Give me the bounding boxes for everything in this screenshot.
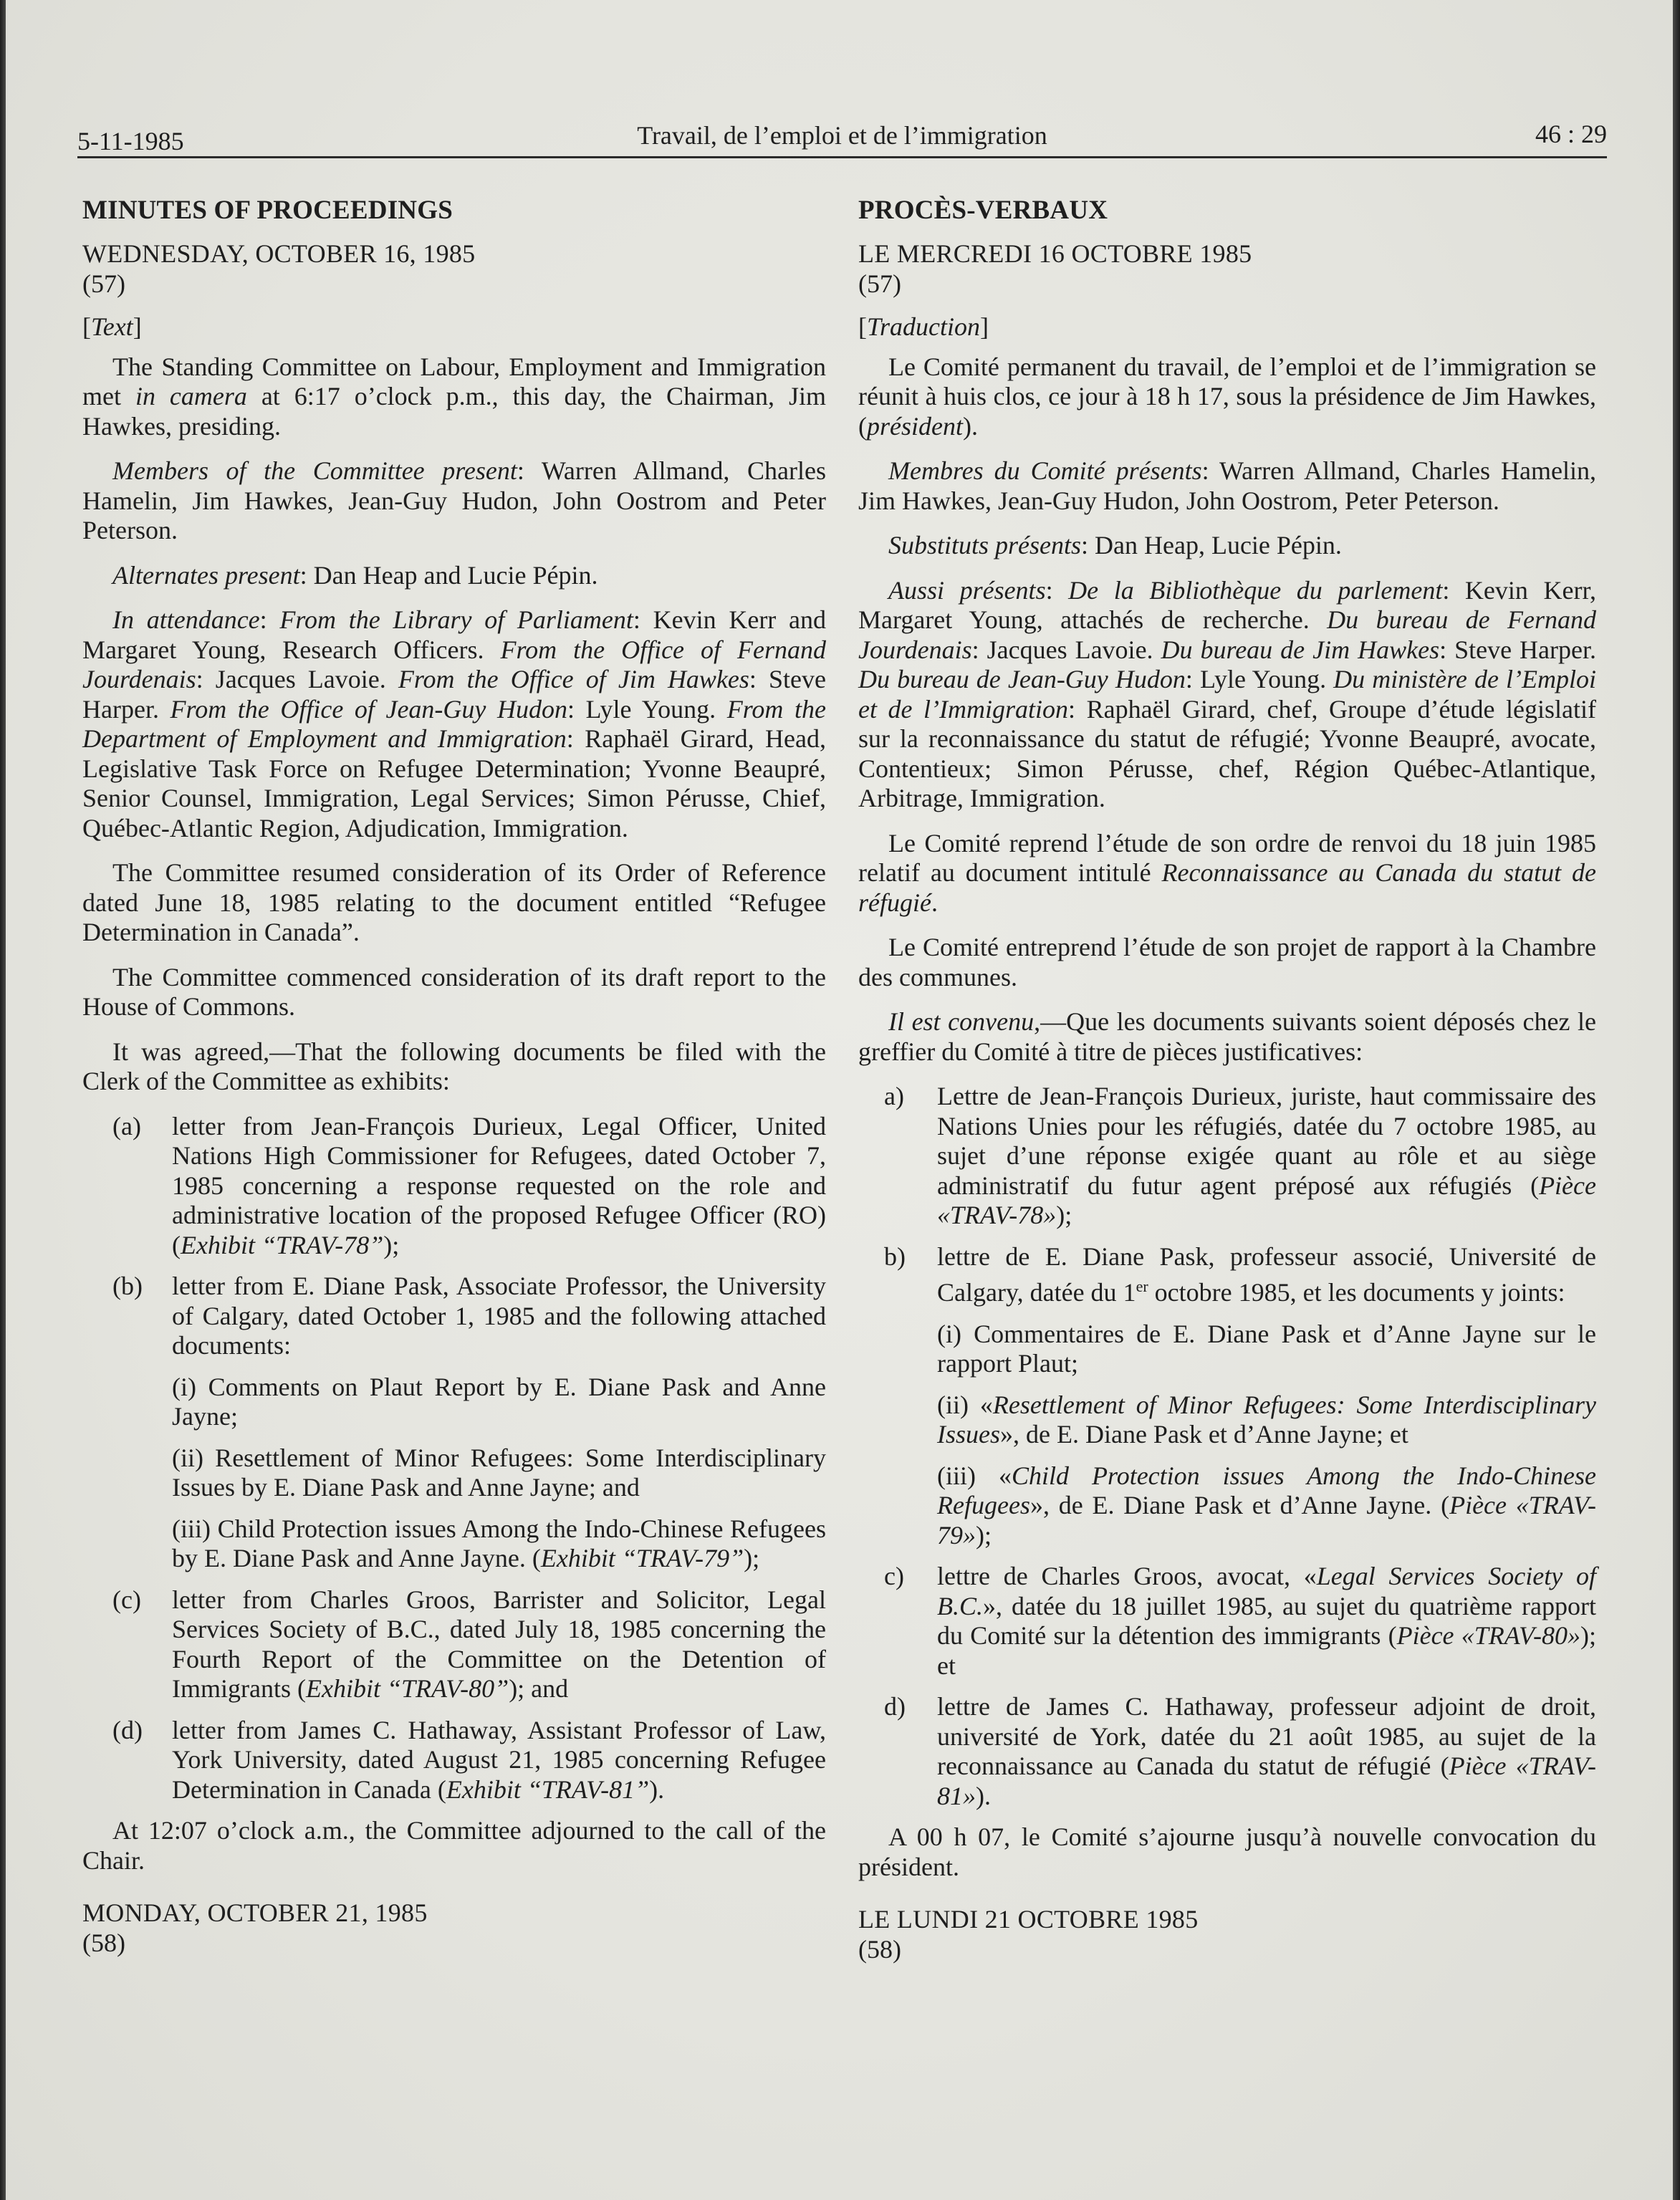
resumed-paragraph: The Committee resumed consideration of its Order of Reference dated June 18, 1985 relating to the document entitled “Refugee Determination in Canada”. <box>82 858 826 946</box>
piece-item-b-i: (i) Commentaires de E. Diane Pask et d’Anne Jayne sur le rapport Plaut; <box>937 1319 1596 1378</box>
entreprend-paragraph: Le Comité entreprend l’étude de son projet de rapport à la Chambre des communes. <box>858 933 1596 991</box>
commenced-paragraph: The Committee commenced consideration of its draft report to the House of Commons. <box>82 962 826 1021</box>
alternates-present: Alternates present: Dan Heap and Lucie Pépin. <box>112 560 598 590</box>
convenu-paragraph: Il est convenu,—Que les documents suivants soient déposés chez le greffier du Comité à titre de pièces justificatives: <box>858 1007 1597 1066</box>
piece-item-a: a) Lettre de Jean-François Durieux, juriste, haut commissaire des Nations Unies pour les réfugiés, datée du 7 octobre 1985, au sujet d’une réponse exigée quant au rôle et au siège administratif du futur agent préposé aux réfugiés (Pièce «TRAV-78»); <box>884 1082 1596 1229</box>
aussi-presents: Aussi présents: De la Bibliothèque du parlement: Kevin Kerr, Margaret Young, attachés de recherche. Du bureau de Fernand Jourdenais: Jacques Lavoie. Du bureau de Jim Hawkes: Steve Harper. Du bureau de Jean-Guy Hudon: Lyle Young. Du ministère de l’Emploi et de l’Immigration: Raphaël Girard, chef, Groupe d’étude législatif sur la reconnaissance du statut de réfugié; Yvonne Beaupré, avocate, Contentieux; Simon Pérusse, chef, Région Québec-Atlantique, Arbitrage, Immigration. <box>858 575 1597 812</box>
substituts-presents: Substituts présents: Dan Heap, Lucie Pépin. <box>888 531 1342 559</box>
opening-paragraph-fr: Le Comité permanent du travail, de l’emploi et de l’immigration se réunit à huis clos, ce jour à 18 h 17, sous la présidence de Jim Hawkes, (président). <box>858 352 1596 441</box>
proces-verbaux-heading: PROCÈS-VERBAUX <box>858 196 1108 225</box>
english-column <box>82 195 826 1971</box>
next-meeting-number: (58) <box>82 1928 125 1957</box>
exhibit-item-d: (d) letter from James C. Hathaway, Assistant Professor of Law, York University, dated August 21, 1985 concerning Refugee Determination in Canada (Exhibit “TRAV-81”). <box>112 1715 826 1804</box>
next-meeting-number-fr: (58) <box>858 1935 901 1964</box>
ajourne-paragraph: A 00 h 07, le Comité s’ajourne jusqu’à nouvelle convocation du président. <box>858 1822 1596 1881</box>
exhibit-item-b-ii: (ii) Resettlement of Minor Refugees: Some Interdisciplinary Issues by E. Diane Pask and Anne Jayne; and <box>172 1443 826 1502</box>
exhibit-item-b-iii: (iii) Child Protection issues Among the Indo-Chinese Refugees by E. Diane Pask and Anne Jayne. (Exhibit “TRAV-79”); <box>172 1514 826 1572</box>
exhibit-item-b-i: (i) Comments on Plaut Report by E. Diane Pask and Anne Jayne; <box>172 1372 826 1431</box>
piece-item-d: d) lettre de James C. Hathaway, professeur adjoint de droit, université de York, datée du 21 août 1985, au sujet de la reconnaissance au Canada du statut de réfugié (Pièce «TRAV-81»). <box>884 1692 1596 1810</box>
members-present: Members of the Committee present: Warren Allmand, Charles Hamelin, Jim Hawkes, Jean-Guy Hudon, John Oostrom and Peter Peterson. <box>82 456 826 544</box>
header-date: 5-11-1985 <box>77 127 184 155</box>
piece-item-b-iii: (iii) «Child Protection issues Among the Indo-Chinese Refugees», de E. Diane Pask et d’Anne Jayne. (Pièce «TRAV-79»); <box>937 1461 1596 1550</box>
page-number: 46 : 29 <box>1535 120 1607 148</box>
membres-presents: Membres du Comité présents: Warren Allmand, Charles Hamelin, Jim Hawkes, Jean-Guy Hudon, John Oostrom, Peter Peterson. <box>858 456 1597 515</box>
meeting-date-fr: LE MERCREDI 16 OCTOBRE 1985 <box>858 239 1252 268</box>
meeting-number-fr: (57) <box>858 269 901 298</box>
reprend-paragraph: Le Comité reprend l’étude de son ordre de renvoi du 18 juin 1985 relatif au document intitulé Reconnaissance au Canada du statut de réfugié. <box>858 828 1596 917</box>
opening-paragraph: The Standing Committee on Labour, Employment and Immigration met in camera at 6:17 o’clock p.m., this day, the Chairman, Jim Hawkes, presiding. <box>82 352 826 441</box>
next-meeting-date: MONDAY, OCTOBER 21, 1985 <box>82 1898 428 1927</box>
meeting-date: WEDNESDAY, OCTOBER 16, 1985 <box>82 239 476 268</box>
french-column <box>858 195 1596 1978</box>
adjourned-paragraph: At 12:07 o’clock a.m., the Committee adjourned to the call of the Chair. <box>82 1816 826 1875</box>
meeting-number: (57) <box>82 269 125 298</box>
piece-item-b: b) lettre de E. Diane Pask, professeur associé, Université de Calgary, datée du 1er octobre 1985, et les documents y joints: <box>884 1241 1596 1307</box>
text-tag: [Text] <box>82 312 142 341</box>
running-header <box>77 113 1607 158</box>
next-meeting-date-fr: LE LUNDI 21 OCTOBRE 1985 <box>858 1905 1199 1934</box>
exhibit-item-c: (c) letter from Charles Groos, Barrister and Solicitor, Legal Services Society of B.C., dated July 18, 1985 concerning the Fourth Report of the Committee on the Detention of Immigrants (Exhibit “TRAV-80”); and <box>112 1585 826 1703</box>
exhibit-item-b: (b) letter from E. Diane Pask, Associate Professor, the University of Calgary, dated October 1, 1985 and the following attached documents: <box>112 1272 826 1360</box>
minutes-heading: MINUTES OF PROCEEDINGS <box>82 196 453 225</box>
piece-item-b-ii: (ii) «Resettlement of Minor Refugees: Some Interdisciplinary Issues», de E. Diane Pask et d’Anne Jayne; et <box>937 1390 1597 1449</box>
traduction-tag: [Traduction] <box>858 312 989 341</box>
exhibit-item-a: (a) letter from Jean-François Durieux, Legal Officer, United Nations High Commissioner for Refugees, dated October 7, 1985 concerning a response requested on the role and administrative location of the proposed Refugee Officer (RO) (Exhibit “TRAV-78”); <box>112 1111 826 1259</box>
piece-item-c: c) lettre de Charles Groos, avocat, «Legal Services Society of B.C.», datée du 18 juillet 1985, au sujet du quatrième rapport du Comité sur la détention des immigrants (Pièce «TRAV-80»); et <box>884 1562 1596 1680</box>
agreed-paragraph: It was agreed,—That the following documents be filed with the Clerk of the Committee as exhibits: <box>82 1037 826 1095</box>
header-title: Travail, de l’emploi et de l’immigration <box>637 121 1047 150</box>
in-attendance: In attendance: From the Library of Parliament: Kevin Kerr and Margaret Young, Research Officers. From the Office of Fernand Jourdenais: Jacques Lavoie. From the Office of Jim Hawkes: Steve Harper. From the Office of Jean-Guy Hudon: Lyle Young. From the Department of Employment and Immigration: Raphaël Girard, Head, Legislative Task Force on Refugee Determination; Yvonne Beaupré, Senior Counsel, Immigration, Legal Services; Simon Pérusse, Chief, Québec-Atlantic Region, Adjudication, Immigration. <box>82 605 827 842</box>
